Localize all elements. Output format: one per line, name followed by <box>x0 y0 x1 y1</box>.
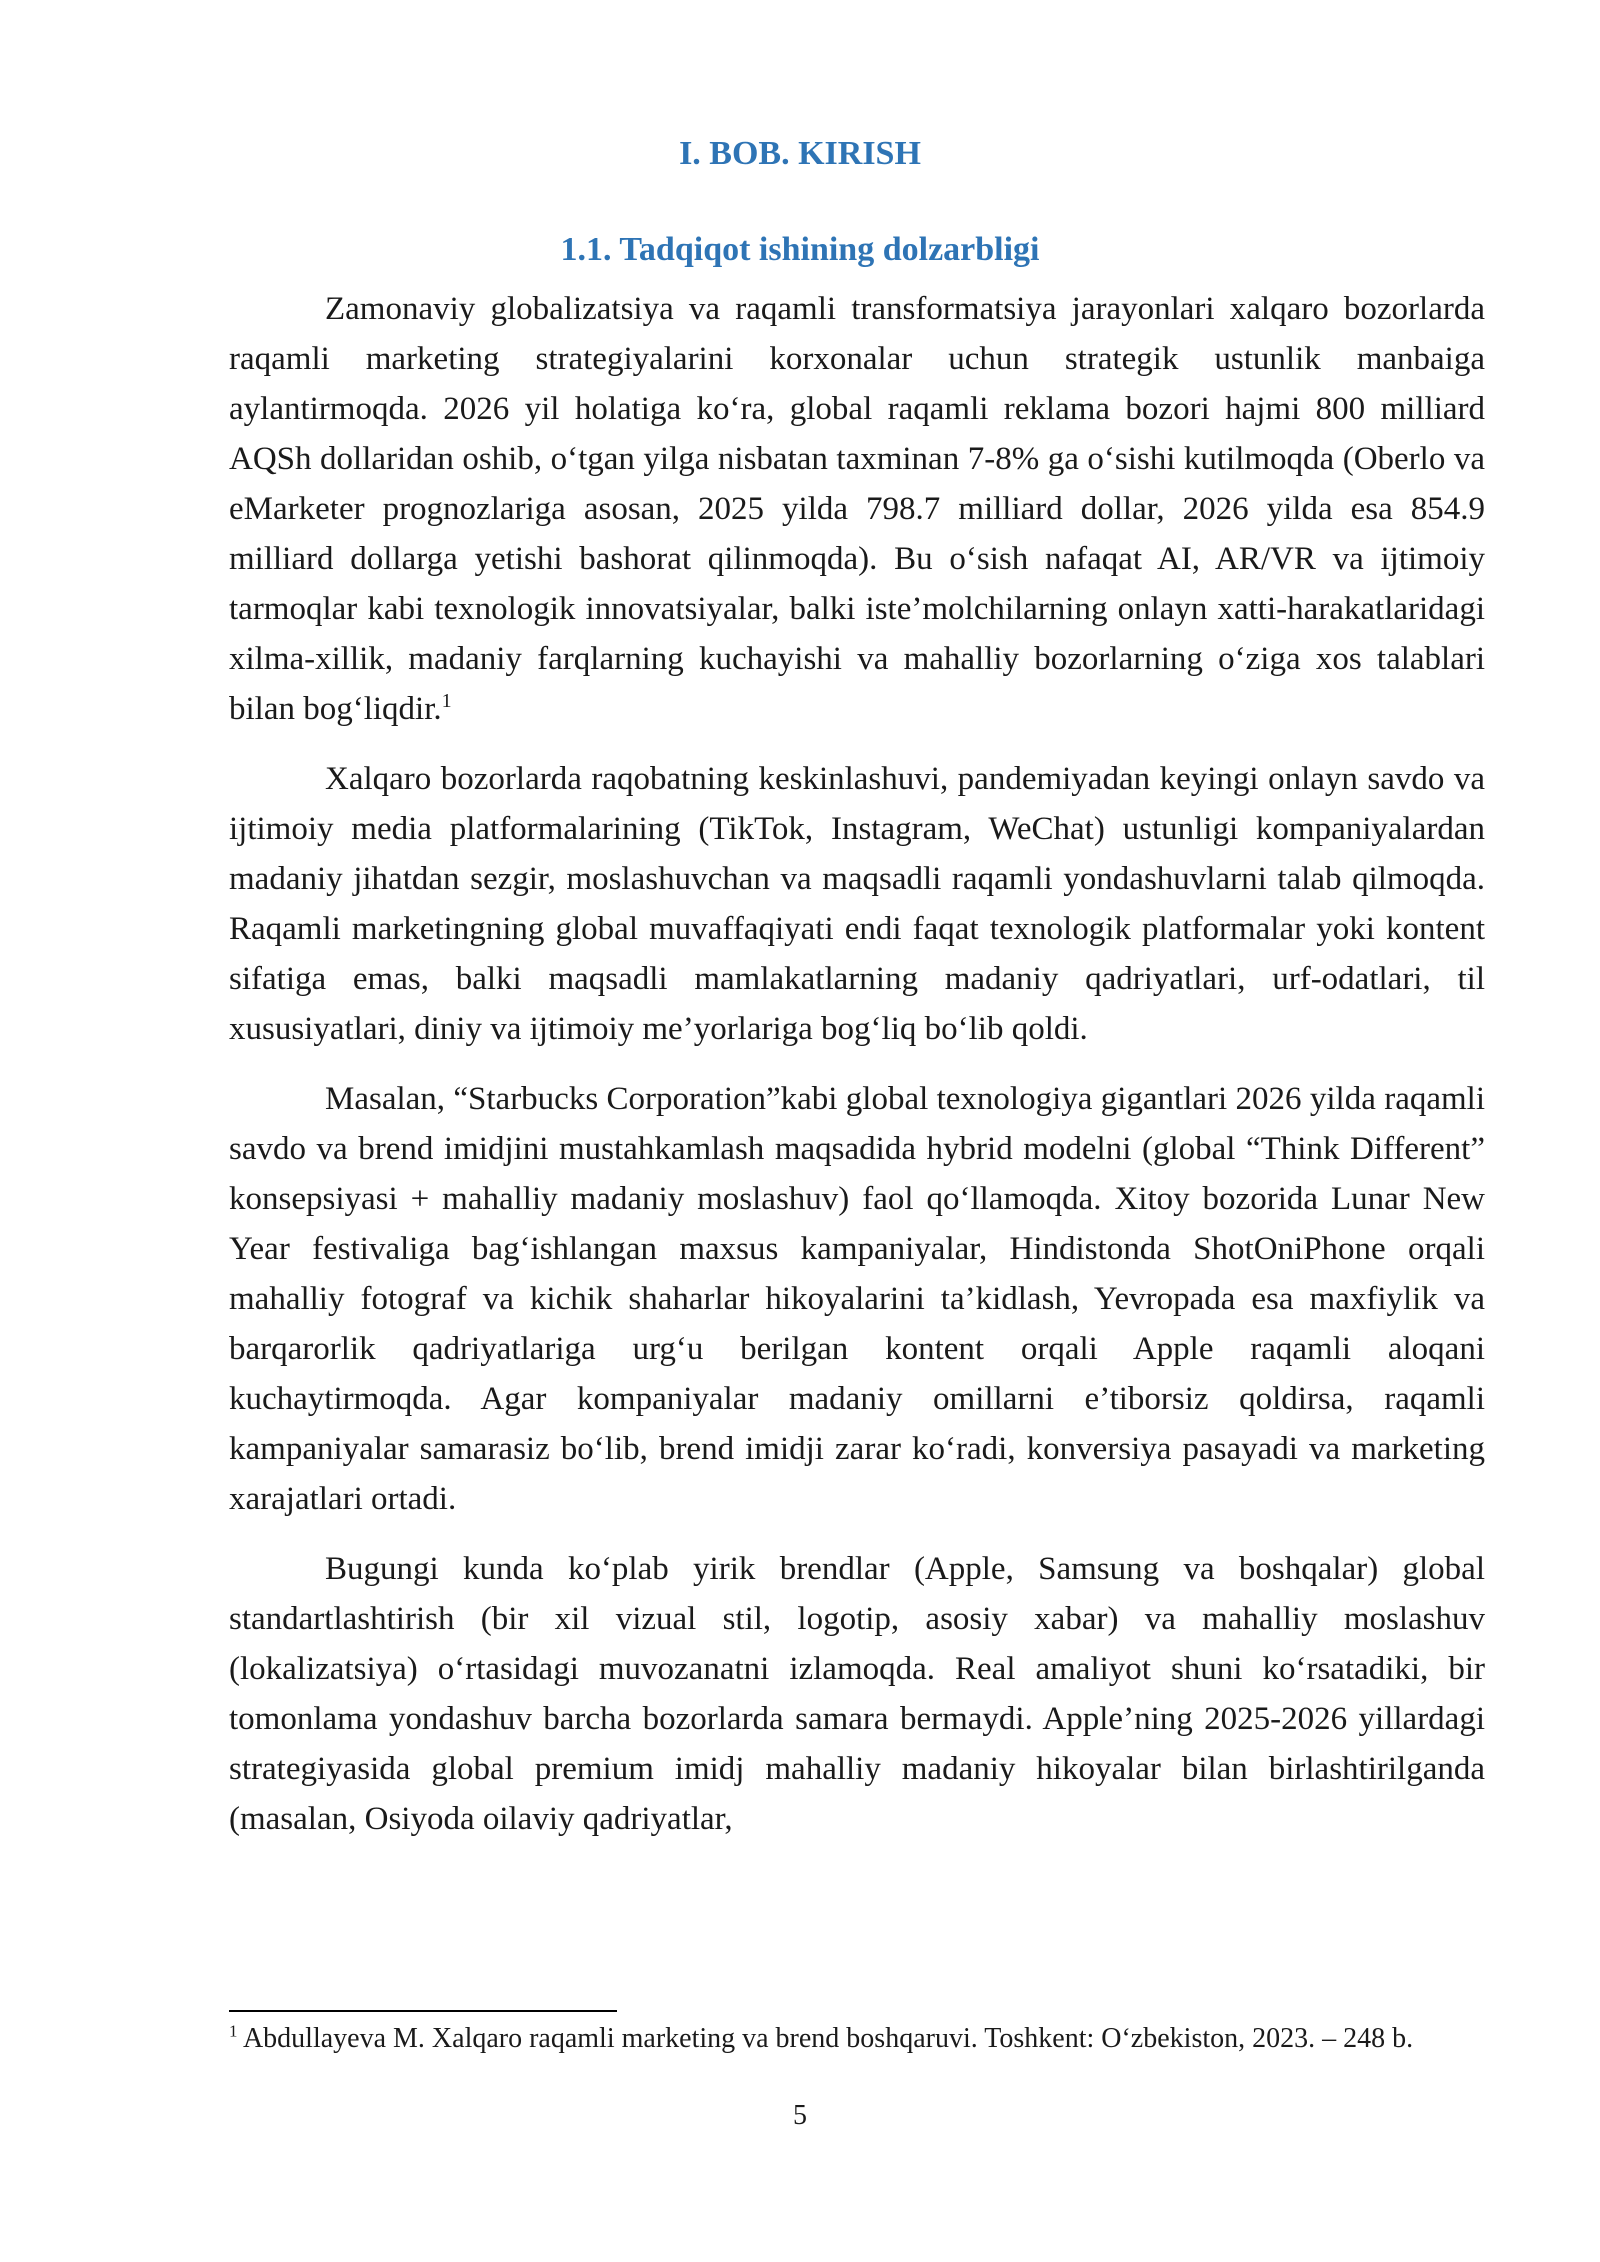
page-number: 5 <box>793 2100 807 2131</box>
footnote-mark: 1 <box>229 2021 238 2041</box>
footnote-reference[interactable]: 1 <box>441 690 452 712</box>
paragraph-1 <box>229 284 1485 734</box>
footnote <box>229 2020 1485 2058</box>
paragraph-4: Bugungi kunda ko‘plab yirik brendlar (Apple, Samsung va boshqalar) global standartlashtirish (bir xil vizual stil, logotip, asosiy xabar) va mahalliy moslashuv (lokalizatsiya) o‘rtasidagi muvozanatni izlamoqda. Real amaliyot shuni ko‘rsatadiki, bir tomonlama yondashuv barcha bozorlarda samara bermaydi. Apple’ning 2025-2026 yillardagi strategiyasida global premium imidj mahalliy madaniy hikoyalar bilan birlashtirilganda (masalan, Osiyoda oilaviy qadriyatlar, <box>229 1551 1485 1837</box>
section-title: 1.1. Tadqiqot ishining dolzarbligi <box>560 231 1040 268</box>
paragraph-text: Zamonaviy globalizatsiya va raqamli transformatsiya jarayonlari xalqaro bozorlarda raqamli marketing strategiyalarini korxonalar uchun strategik ustunlik manbaiga aylantirmoqda. 2026 yil holatiga ko‘ra, global raqamli reklama bozori hajmi 800 milliard AQSh dollaridan oshib, o‘tgan yilga nisbatan taxminan 7-8% ga o‘sishi kutilmoqda (Oberlo va eMarketer prognozlariga asosan, 2025 yilda 798.7 milliard dollar, 2026 yilda esa 854.9 milliard dollarga yetishi bashorat qilinmoqda). Bu o‘sish nafaqat AI, AR/VR va ijtimoiy tarmoqlar kabi texnologik innovatsiyalar, balki iste’molchilarning onlayn xatti-harakatlaridagi xilma-xillik, madaniy farqlarning kuchayishi va mahalliy bozorlarning o‘ziga xos talablari bilan bog‘liqdir. <box>229 291 1485 727</box>
paragraph-3: Masalan, “Starbucks Corporation”kabi global texnologiya gigantlari 2026 yilda raqamli savdo va brend imidjini mustahkamlash maqsadida hybrid modelni (global “Think Different” konsepsiyasi + mahalliy madaniy moslashuv) faol qo‘llamoqda. Xitoy bozorida Lunar New Year festivaliga bag‘ishlangan maxsus kampaniyalar, Hindistonda ShotOniPhone orqali mahalliy fotograf va kichik shaharlar hikoyalarini ta’kidlash, Yevropada esa maxfiylik va barqarorlik qadriyatlariga urg‘u berilgan kontent orqali Apple raqamli aloqani kuchaytirmoqda. Agar kompaniyalar madaniy omillarni e’tiborsiz qoldirsa, raqamli kampaniyalar samarasiz bo‘lib, brend imidji zarar ko‘radi, konversiya pasayadi va marketing xarajatlari ortadi. <box>229 1081 1485 1517</box>
paragraph-2: Xalqaro bozorlarda raqobatning keskinlashuvi, pandemiyadan keyingi onlayn savdo va ijtimoiy media platformalarining (TikTok, Instagram, WeChat) ustunligi kompaniyalardan madaniy jihatdan sezgir, moslashuvchan va maqsadli raqamli yondashuvlarni talab qilmoqda. Raqamli marketingning global muvaffaqiyati endi faqat texnologik platformalar yoki kontent sifatiga emas, balki maqsadli mamlakatlarning madaniy qadriyatlari, urf-odatlari, til xususiyatlari, diniy va ijtimoiy me’yorlariga bog‘liq bo‘lib qoldi. <box>229 761 1485 1047</box>
footnote-text: Abdullayeva M. Xalqaro raqamli marketing va brend boshqaruvi. Toshkent: O‘zbekiston, 2023. – 248 b. <box>237 2023 1414 2054</box>
footnote-separator <box>229 2010 617 2012</box>
chapter-title: I. BOB. KIRISH <box>679 135 921 172</box>
body-text <box>229 284 1485 1864</box>
